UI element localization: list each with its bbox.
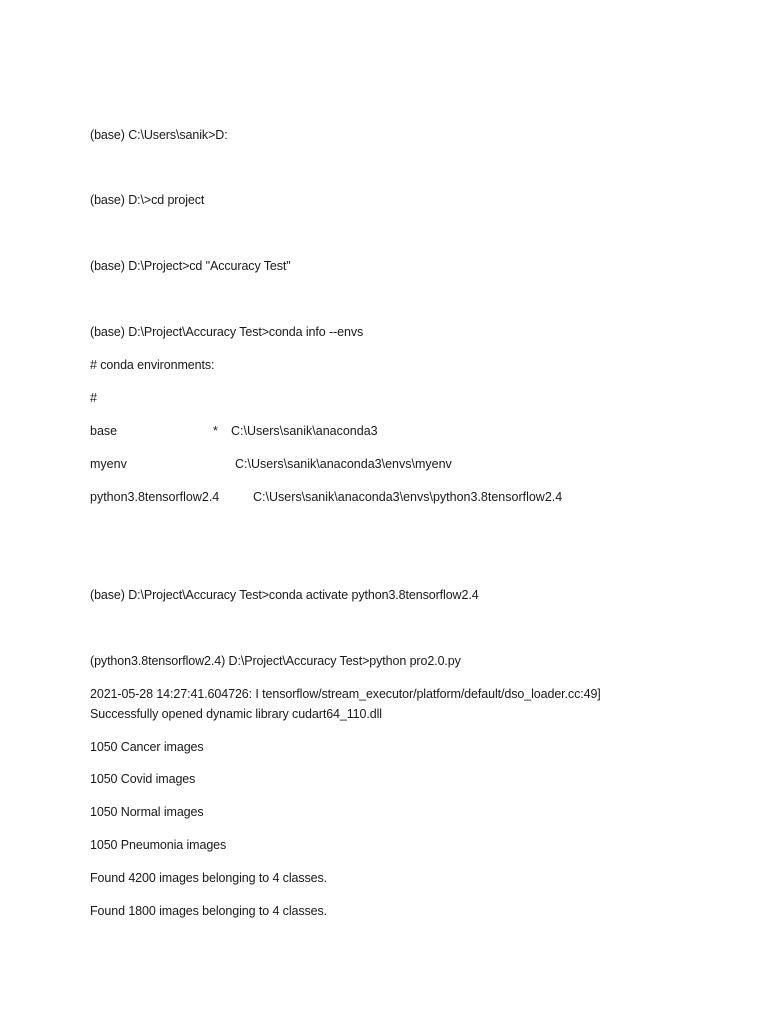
output-line: 1050 Normal images xyxy=(90,805,204,819)
command-line: (base) C:\Users\sanik>D: xyxy=(90,128,228,142)
command-line: (python3.8tensorflow2.4) D:\Project\Accuracy Test>python pro2.0.py xyxy=(90,654,461,668)
output-line: Found 1800 images belonging to 4 classes. xyxy=(90,904,328,918)
env-name-tf: python3.8tensorflow2.4 xyxy=(90,490,220,504)
command-line: (base) D:\>cd project xyxy=(90,193,205,207)
env-path-myenv: C:\Users\sanik\anaconda3\envs\myenv xyxy=(235,457,452,471)
env-path-base: C:\Users\sanik\anaconda3 xyxy=(231,424,378,438)
env-name-base: base xyxy=(90,424,118,438)
command-line: (base) D:\Project>cd "Accuracy Test" xyxy=(90,259,291,273)
env-name-myenv: myenv xyxy=(90,457,127,471)
env-list-header: # conda environments: xyxy=(90,358,215,372)
output-line: 1050 Pneumonia images xyxy=(90,838,227,852)
output-line: 1050 Covid images xyxy=(90,772,196,786)
log-line: Successfully opened dynamic library cudart64_110.dll xyxy=(90,707,382,721)
log-line: 2021-05-28 14:27:41.604726: I tensorflow/stream_executor/platform/default/dso_loader.cc:49] xyxy=(90,687,601,701)
command-line: (base) D:\Project\Accuracy Test>conda info --envs xyxy=(90,325,364,339)
env-path-tf: C:\Users\sanik\anaconda3\envs\python3.8tensorflow2.4 xyxy=(253,490,563,504)
output-line: 1050 Cancer images xyxy=(90,740,204,754)
output-line: Found 4200 images belonging to 4 classes. xyxy=(90,871,328,885)
command-line: (base) D:\Project\Accuracy Test>conda activate python3.8tensorflow2.4 xyxy=(90,588,479,602)
active-env-marker: * xyxy=(213,424,218,438)
env-list-hash: # xyxy=(90,391,97,405)
